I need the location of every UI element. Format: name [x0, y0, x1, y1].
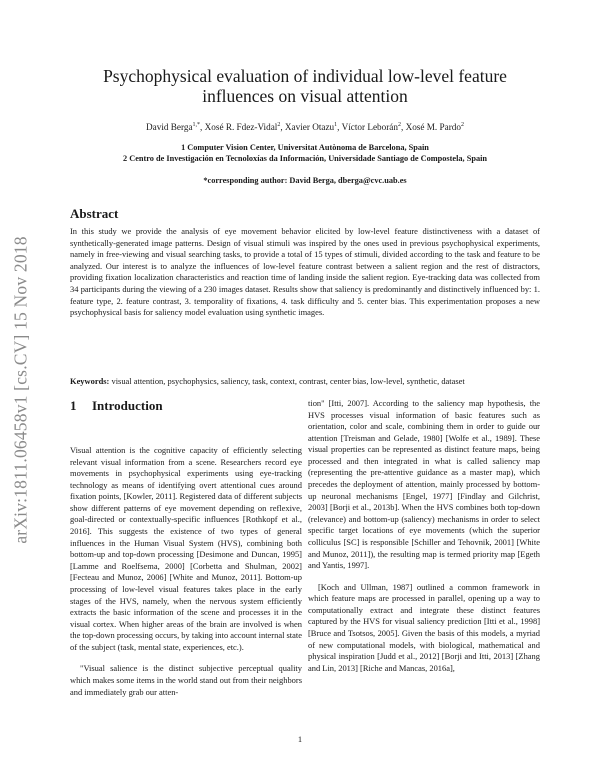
corresponding-author: *corresponding author: David Berga, dberga@cvc.uab.es	[203, 176, 407, 185]
section-title: Introduction	[92, 398, 163, 413]
paragraph: tion" [Itti, 2007]. According to the saliency map hypothesis, the HVS processes visual information of basic features such as orientation, color and scale, combining them in order to guide our attention [Treisman and Gelade, 1980] [Wolfe et al., 1989]. These visual properties can be represented as distinct feature maps, being processed and then integrated in what is called saliency map (representing the pre-attentive guidance as a master map), which precedes the deployment of attention, mainly processed by bottom-up neuronal mechanisms [Engel, 1977] [Findlay and Gilchrist, 2003] [Borji et al., 2013b]. When the HVS combines both top-down (relevance) and bottom-up (saliency) mechanisms in order to select specific target locations of eye movements (which the superior colliculus [SC] is responsible [Schiller and Tehovnik, 2001] [White and Munoz, 2011]), the resulting map is termed priority map [Egeth and Yantis, 1997].	[308, 398, 540, 571]
paper-title	[70, 66, 540, 106]
author: Xosé R. Fdez-Vidal$^2$	[204, 122, 281, 133]
page-number: 1	[297, 734, 303, 744]
affiliation-2: 2 Centro de Investigación en Tecnoloxías da Información, Universidade Santiago de Compostela, Spain	[122, 154, 488, 163]
section-heading	[70, 398, 163, 414]
keywords-text: visual attention, psychophysics, saliency, task, context, contrast, center bias, low-level, synthetic, dataset	[111, 376, 465, 386]
left-column	[70, 445, 302, 708]
paragraph: Visual attention is the cognitive capacity of efficiently selecting relevant visual information from a scene. Researchers record eye movements in psychophysical experiments using eye-tracking technology as means of identifying overt attentional cues around fixation points, [Kowler, 2011]. Registered data of different subjects show different patterns of eye movement depending on reflexive, goal-directed or contextually-specific influences [Rothkopf et al., 2016]. This suggests the existence of two types of general influences in the Human Visual System (HVS), combining both bottom-up and top-down processing [Desimone and Duncan, 1995] [Lamme and Roelfsema, 2000] [Corbetta and Shulman, 2002] [Fecteau and Munoz, 2006] [White and Munoz, 2011]. Bottom-up processing of low-level visual features takes place in the early stages of the HVS, namely, when the nervous system efficiently extracts the basic information of the scene and processes it in the visual cortex. When higher areas of the brain are involved is when the top-down processing occurs, by taking into account internal state of the subject (task, mental state, experiences, etc.).	[70, 445, 302, 652]
author: Xosé M. Pardo$^2$	[405, 122, 464, 133]
author: Xavier Otazu$^1$	[284, 122, 338, 133]
author: Víctor Leborán$^2$	[341, 122, 401, 133]
author: David Berga$^{1,*}$	[146, 122, 201, 133]
affiliation-1: 1 Computer Vision Center, Universitat Autònoma de Barcelona, Spain	[181, 143, 429, 152]
arxiv-stamp-text: arXiv:1811.06458v1 [cs.CV] 15 Nov 2018	[10, 236, 31, 544]
paragraph: [Koch and Ullman, 1987] outlined a common framework in which feature maps are processed in parallel, opening up a way to computationally extract and integrate these distinct features captured by the HVS for visual saliency prediction [Itti et al., 1998] [Bruce and Tsotsos, 2005]. Given the basis of this models, a myriad of new computational models, with biological, mathematical and physical inspiration [Judd et al., 2012] [Borji and Itti, 2013] [Zhang and Lin, 2013] [Riche and Mancas, 2016a],	[308, 581, 540, 673]
keywords	[70, 376, 540, 388]
keywords-label: Keywords:	[70, 376, 110, 386]
title-line-2: influences on visual attention	[202, 86, 408, 106]
abstract-text: In this study we provide the analysis of eye movement behavior elicited by low-level feature distinctiveness with a dataset of synthetically-generated image patterns. Design of visual stimuli was inspired by the ones used in previous psychophysical experiments, namely in free-viewing and visual searching tasks, to provide a total of 15 types of stimuli, divided according to the task and feature to be analyzed. Our interest is to analyze the influences of low-level feature contrast between a salient region and the rest of distractors, providing fixation localization characteristics and reaction time of landing inside the salient region. Eye-tracking data was collected from 34 participants during the viewing of a 230 images dataset. Results show that saliency is predominantly and distinctively influenced by: 1. feature type, 2. feature contrast, 3. temporality of fixations, 4. task difficulty and 5. center bias. This experimentation proposes a new psychophysical basis for saliency model evaluation using synthetic images.	[70, 226, 540, 318]
right-column	[308, 398, 540, 684]
title-line-1: Psychophysical evaluation of individual low-level feature	[103, 66, 507, 86]
author-list: David Berga$^{1,*}$, Xosé R. Fdez-Vidal$^2$, Xavier Otazu$^1$, Víctor Leborán$^2$, Xosé M. Pardo$^2$	[146, 122, 464, 133]
abstract-heading: Abstract	[70, 206, 119, 221]
paragraph: "Visual salience is the distinct subjective perceptual quality which makes some items in the world stand out from their neighbors and immediately grab our atten-	[70, 663, 302, 697]
arxiv-stamp	[6, 210, 36, 570]
section-number: 1	[70, 398, 77, 413]
